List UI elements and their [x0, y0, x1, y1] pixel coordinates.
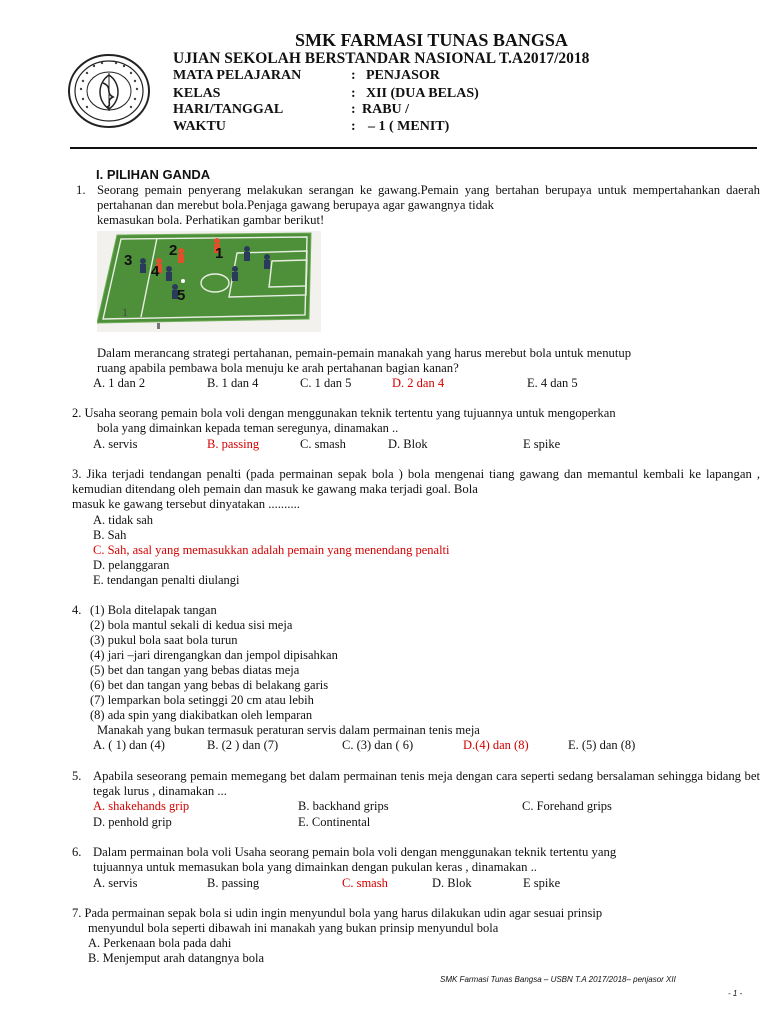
option-e[interactable]: E. tendangan penalti diulangi: [93, 573, 240, 587]
option-e[interactable]: E spike: [523, 437, 561, 451]
meta-value-time: – 1 ( MENIT): [368, 119, 450, 134]
meta-sep: :: [351, 119, 356, 134]
option-b[interactable]: B. Sah: [93, 528, 127, 542]
question-number: 1.: [76, 183, 86, 197]
list-item: (8) ada spin yang diakibatkan oleh lemparan: [90, 708, 313, 722]
option-d[interactable]: D. Blok: [432, 876, 472, 890]
option-a-answer[interactable]: A. shakehands grip: [93, 799, 190, 813]
question-1-body-last: kemasukan bola. Perhatikan gambar berikut!: [97, 213, 325, 227]
option-c[interactable]: C. smash: [300, 437, 346, 451]
meta-value-day: RABU /: [362, 102, 410, 117]
option-b[interactable]: B. backhand grips: [298, 799, 389, 813]
figure-label: 4: [151, 263, 160, 280]
option-a[interactable]: A. servis: [93, 876, 138, 890]
question-number: 4.: [72, 603, 82, 617]
meta-label-class: KELAS: [173, 86, 221, 101]
meta-sep: :: [351, 86, 356, 101]
exam-title: UJIAN SEKOLAH BERSTANDAR NASIONAL T.A2017/2018: [173, 50, 590, 67]
meta-label-subject: MATA PELAJARAN: [173, 68, 302, 83]
header-divider: [70, 147, 757, 149]
question-7-line1: 7. Pada permainan sepak bola si udin ingin menyundul bola yang harus dilakukan udin agar sesuai prinsip: [72, 906, 603, 920]
page-number: - 1 -: [728, 989, 743, 998]
question-6-body-last: tujuannya untuk memasukan bola yang dimainkan dengan pukulan keras , dinamakan ..: [93, 860, 537, 874]
option-b[interactable]: B. Menjemput arah datangnya bola: [88, 951, 264, 965]
meta-label-time: WAKTU: [173, 119, 226, 134]
figure-label: 1: [122, 305, 128, 319]
question-number: 5.: [72, 769, 82, 783]
question-4-prompt: Manakah yang bukan termasuk peraturan servis dalam permainan tenis meja: [97, 723, 480, 737]
list-item: (2) bola mantul sekali di kedua sisi meja: [90, 618, 293, 632]
question-7-line2: menyundul bola seperti dibawah ini manakah yang bukan prinsip menyundul bola: [88, 921, 499, 935]
list-item: (7) lemparkan bola setinggi 20 cm atau lebih: [90, 693, 314, 707]
question-1-prompt-body: Dalam merancang strategi pertahanan, pemain-pemain manakah yang harus merebut bola untuk menutup: [97, 346, 632, 360]
list-item: (4) jari –jari direngangkan dan jempol dipisahkan: [90, 648, 338, 662]
question-1-prompt-last: ruang apabila pembawa bola menuju ke arah pertahanan bagian kanan?: [97, 361, 459, 375]
figure-label: 1: [215, 245, 224, 262]
school-logo: [67, 53, 151, 129]
list-item: (5) bet dan tangan yang bebas diatas meja: [90, 663, 300, 677]
question-1-prompt: [97, 346, 760, 376]
question-2-line1: 2. Usaha seorang pemain bola voli dengan menggunakan teknik tertentu yang tujuannya untuk mengoperkan: [72, 406, 616, 420]
question-6-body: Dalam permainan bola voli Usaha seorang pemain bola voli dengan menggunakan teknik tertentu yang: [93, 845, 617, 859]
meta-sep: :: [351, 102, 356, 117]
figure-label: 3: [124, 252, 133, 269]
option-c-answer[interactable]: C. smash: [342, 876, 388, 890]
option-b[interactable]: B. 1 dan 4: [207, 376, 259, 390]
question-6-text: [93, 845, 760, 875]
question-number: 6.: [72, 845, 82, 859]
option-e[interactable]: E. 4 dan 5: [527, 376, 578, 390]
meta-label-day: HARI/TANGGAL: [173, 102, 284, 117]
option-b-answer[interactable]: B. passing: [207, 437, 260, 451]
list-item: (3) pukul bola saat bola turun: [90, 633, 238, 647]
option-b[interactable]: B. (2 ) dan (7): [207, 738, 279, 752]
option-c-answer[interactable]: C. Sah, asal yang memasukkan adalah pemain yang menendang penalti: [93, 543, 450, 557]
meta-value-subject: PENJASOR: [366, 68, 440, 83]
school-name: SMK FARMASI TUNAS BANGSA: [295, 30, 568, 50]
question-5-text: Apabila seseorang pemain memegang bet dalam permainan tenis meja dengan cara seperti sedang bersalaman sehingga bidang bet tegak lurus , dinamakan ...: [93, 769, 760, 798]
question-3-body: 3. Jika terjadi tendangan penalti (pada permainan sepak bola ) bola mengenai tiang gawang dan memantul kembali ke lapangan , kemudian ditendang oleh pemain dan masuk ke gawang maka terjadi goal. Bola: [72, 467, 760, 496]
option-d[interactable]: D. Blok: [388, 437, 428, 451]
question-2-line2: bola yang dimainkan kepada teman seregunya, dinamakan ..: [97, 421, 399, 435]
question-1-body: Seorang pemain penyerang melakukan serangan ke gawang.Pemain yang bertahan berupaya untuk mempertahankan daerah pertahanan dan merebut bola.Penjaga gawang berupaya agar gawangnya tidak: [97, 183, 760, 212]
option-d-answer[interactable]: D. 2 dan 4: [392, 376, 445, 390]
option-a[interactable]: A. servis: [93, 437, 138, 451]
soccer-field-figure: [97, 231, 321, 332]
option-b[interactable]: B. passing: [207, 876, 260, 890]
option-a[interactable]: A. Perkenaan bola pada dahi: [88, 936, 232, 950]
option-c[interactable]: C. (3) dan ( 6): [342, 738, 414, 752]
option-a[interactable]: A. tidak sah: [93, 513, 154, 527]
option-e[interactable]: E. (5) dan (8): [568, 738, 636, 752]
list-item: (1) Bola ditelapak tangan: [90, 603, 217, 617]
meta-value-class: XII (DUA BELAS): [366, 86, 479, 101]
question-3-text: [72, 467, 760, 512]
section-title: I. PILIHAN GANDA: [96, 167, 211, 182]
meta-sep: :: [351, 68, 356, 83]
question-3-body-last: masuk ke gawang tersebut dinyatakan ..........: [72, 497, 300, 511]
option-d[interactable]: D. pelanggaran: [93, 558, 170, 572]
question-1-text: [97, 183, 760, 228]
option-d-answer[interactable]: D.(4) dan (8): [463, 738, 529, 752]
option-c[interactable]: C. 1 dan 5: [300, 376, 352, 390]
figure-label: 2: [169, 242, 178, 259]
option-e[interactable]: E. Continental: [298, 815, 371, 829]
option-a[interactable]: A. 1 dan 2: [93, 376, 146, 390]
list-item: (6) bet dan tangan yang bebas di belakang garis: [90, 678, 329, 692]
option-d[interactable]: D. penhold grip: [93, 815, 172, 829]
option-e[interactable]: E spike: [523, 876, 561, 890]
figure-label: 5: [177, 287, 186, 304]
option-c[interactable]: C. Forehand grips: [522, 799, 612, 813]
option-a[interactable]: A. ( 1) dan (4): [93, 738, 165, 752]
page-footer: SMK Farmasi Tunas Bangsa – USBN T.A 2017/2018– penjasor XII: [440, 975, 676, 984]
